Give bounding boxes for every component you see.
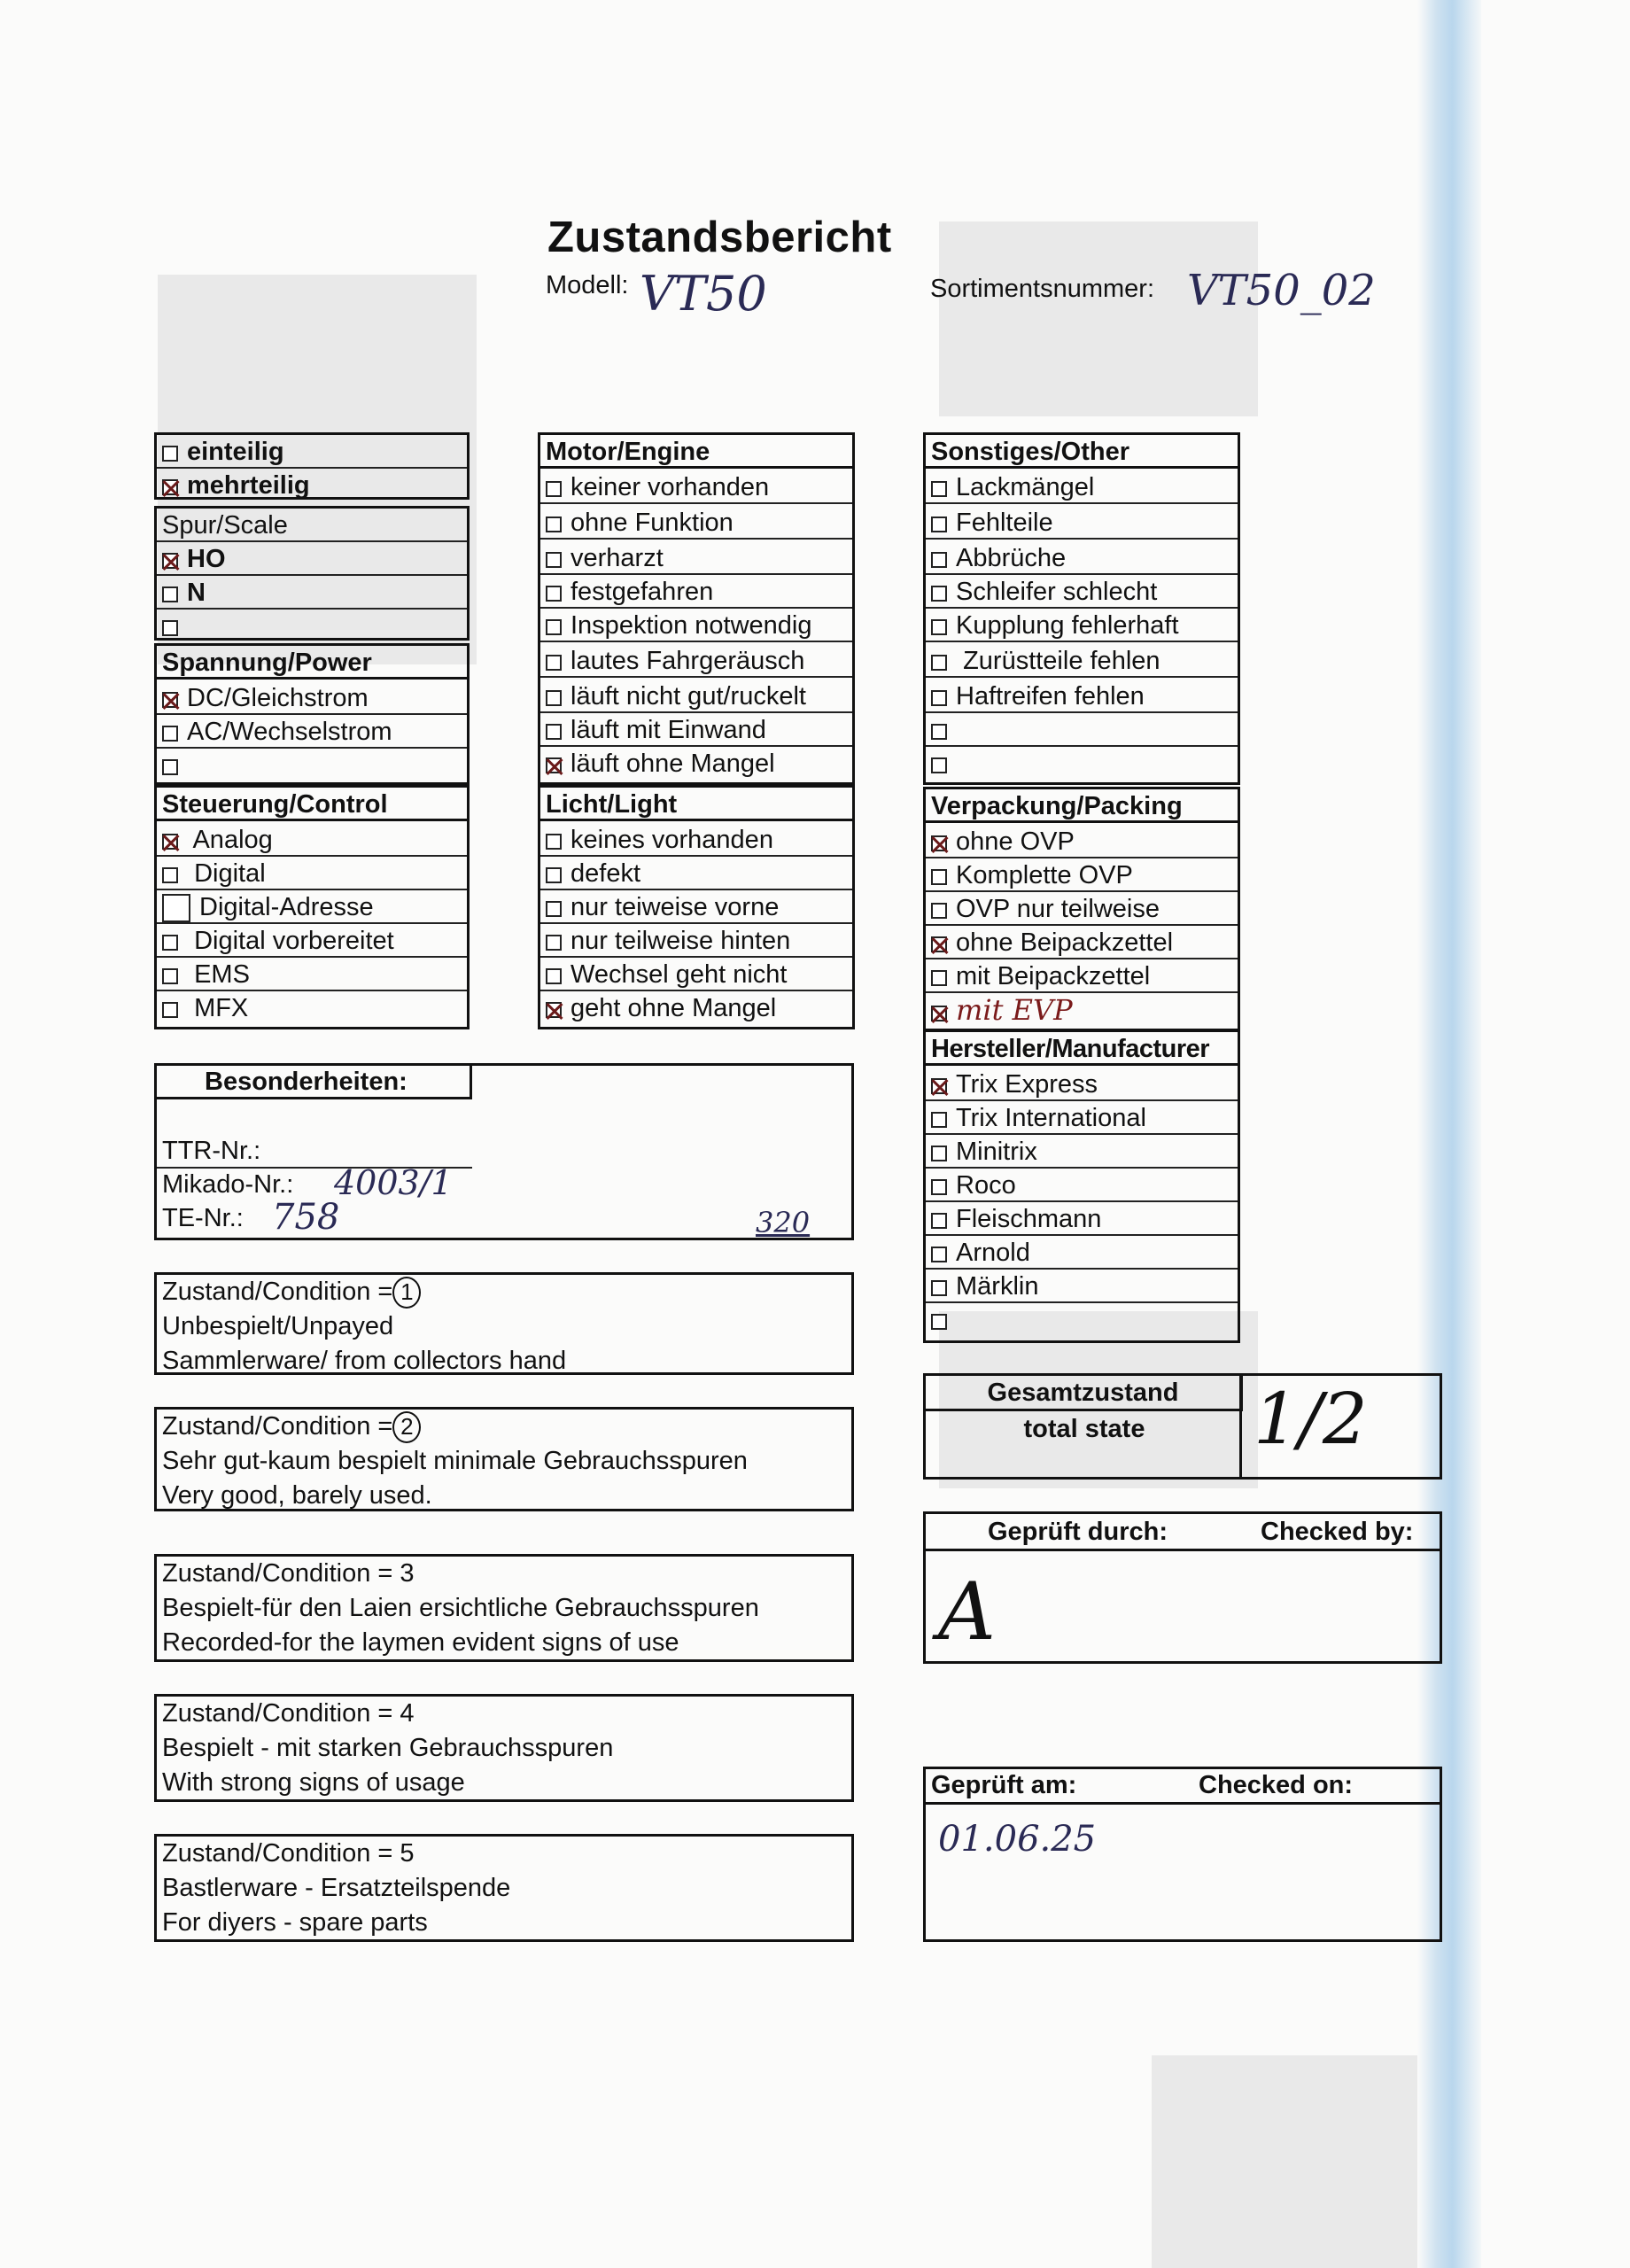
- section-header: Sonstiges/Other: [926, 435, 1238, 469]
- checkbox-row[interactable]: einteilig: [157, 435, 467, 469]
- section-header: Spur/Scale: [157, 509, 467, 542]
- checkbox-row[interactable]: keines vorhanden: [540, 823, 852, 857]
- checkbox-checked-icon[interactable]: [931, 1006, 947, 1021]
- checkbox-row[interactable]: HO: [157, 542, 467, 576]
- condition-2-box[interactable]: [154, 1407, 854, 1511]
- licht-box: [538, 785, 855, 1029]
- checkbox-icon[interactable]: [931, 619, 947, 635]
- checkbox-row[interactable]: Komplette OVP: [926, 858, 1238, 892]
- gesamt-label: Gesamtzustand: [926, 1376, 1243, 1411]
- checkbox-icon[interactable]: [931, 690, 947, 706]
- section-header: Spannung/Power: [157, 646, 467, 680]
- checked-by-label: Checked by:: [1261, 1518, 1414, 1546]
- header-row: [926, 1514, 1440, 1551]
- sonstiges-box: [923, 432, 1240, 785]
- checkbox-icon[interactable]: [931, 1179, 947, 1195]
- checkbox-row[interactable]: Digital: [157, 857, 467, 890]
- checkbox-icon[interactable]: [162, 759, 178, 775]
- condition-label: Zustand/Condition = 5: [162, 1839, 415, 1868]
- checked-on-label: Checked on:: [1199, 1771, 1354, 1799]
- checkbox-row[interactable]: defekt: [540, 857, 852, 890]
- geprueft-am-label: Geprüft am:: [931, 1771, 1077, 1799]
- teilig-box: [154, 432, 470, 500]
- checkbox-icon[interactable]: [931, 1314, 947, 1330]
- ttr-label: TTR-Nr.:: [162, 1137, 261, 1165]
- modell-value: VT50: [640, 266, 767, 322]
- checkbox-row[interactable]: verharzt: [540, 541, 852, 575]
- checkbox-row[interactable]: ohne OVP: [926, 825, 1238, 858]
- checkbox-icon[interactable]: [546, 586, 562, 602]
- section-header: Steuerung/Control: [157, 788, 467, 821]
- checkbox-row[interactable]: [157, 610, 467, 643]
- checkbox-row[interactable]: Zurüstteile fehlen: [926, 644, 1238, 678]
- checkbox-row[interactable]: Abbrüche: [926, 541, 1238, 575]
- checkbox-checked-icon[interactable]: [546, 1002, 562, 1018]
- section-header: Licht/Light: [540, 788, 852, 821]
- checkbox-row[interactable]: Kupplung fehlerhaft: [926, 609, 1238, 642]
- checkbox-icon[interactable]: [546, 834, 562, 850]
- checkbox-checked-icon[interactable]: [162, 553, 178, 569]
- checkbox-row[interactable]: [926, 1303, 1238, 1337]
- checkbox-icon[interactable]: [546, 517, 562, 532]
- checkbox-row[interactable]: Schleifer schlecht: [926, 575, 1238, 609]
- circled-number: 1: [392, 1277, 421, 1309]
- checkbox-checked-icon[interactable]: [931, 936, 947, 952]
- check-date[interactable]: 01.06.25: [938, 1819, 1097, 1860]
- condition-line: With strong signs of usage: [162, 1768, 465, 1797]
- checkbox-icon[interactable]: [931, 655, 947, 671]
- checkbox-row[interactable]: Fleischmann: [926, 1202, 1238, 1236]
- checkbox-row[interactable]: Analog: [157, 823, 467, 857]
- checkbox-checked-icon[interactable]: [931, 835, 947, 851]
- section-header: Verpackung/Packing: [926, 789, 1238, 823]
- checkbox-row[interactable]: [926, 747, 1238, 781]
- circled-number: 2: [392, 1411, 421, 1443]
- checkbox-row[interactable]: läuft ohne Mangel: [540, 747, 852, 781]
- bleed-through-ghost: [1152, 2055, 1417, 2268]
- condition-line: Sehr gut-kaum bespielt minimale Gebrauchsspuren: [162, 1447, 748, 1475]
- condition-line: For diyers - spare parts: [162, 1908, 428, 1937]
- besonderheiten-note: 320: [756, 1206, 811, 1239]
- checkbox-icon[interactable]: [546, 481, 562, 497]
- checkbox-icon[interactable]: [162, 894, 190, 922]
- checkbox-row[interactable]: ohne Beipackzettel: [926, 926, 1238, 959]
- checkbox-icon[interactable]: [546, 619, 562, 635]
- condition-line: Bespielt-für den Laien ersichtliche Gebrauchsspuren: [162, 1594, 759, 1622]
- te-value[interactable]: 758: [272, 1197, 340, 1238]
- condition-label: Zustand/Condition = 4: [162, 1699, 415, 1728]
- checkbox-icon[interactable]: [162, 935, 178, 951]
- divider: [1239, 1376, 1242, 1477]
- checkbox-row[interactable]: festgefahren: [540, 575, 852, 609]
- besonderheiten-box: [154, 1063, 854, 1240]
- checkbox-row[interactable]: Wechsel geht nicht: [540, 958, 852, 991]
- checkbox-row[interactable]: lautes Fahrgeräusch: [540, 644, 852, 678]
- geprueft-durch-label: Geprüft durch:: [988, 1518, 1168, 1546]
- checkbox-icon[interactable]: [931, 970, 947, 986]
- checkbox-icon[interactable]: [931, 757, 947, 773]
- checkbox-row[interactable]: Digital vorbereitet: [157, 924, 467, 958]
- checkbox-row[interactable]: [157, 749, 467, 782]
- checkbox-row[interactable]: Märklin: [926, 1270, 1238, 1303]
- spur-box: [154, 506, 470, 641]
- checkbox-icon[interactable]: [546, 724, 562, 740]
- section-header: Besonderheiten:: [157, 1066, 472, 1099]
- checkbox-row[interactable]: läuft nicht gut/ruckelt: [540, 680, 852, 713]
- checkbox-icon[interactable]: [931, 1213, 947, 1229]
- motor-box: [538, 432, 855, 785]
- checkbox-icon[interactable]: [546, 867, 562, 883]
- checkbox-icon[interactable]: [162, 620, 178, 636]
- signature[interactable]: A: [938, 1565, 996, 1658]
- condition-line: Very good, barely used.: [162, 1481, 432, 1510]
- checkbox-row[interactable]: Trix International: [926, 1101, 1238, 1135]
- condition-line: Bastlerware - Ersatzteilspende: [162, 1874, 511, 1902]
- condition-3-box[interactable]: [154, 1554, 854, 1662]
- checkbox-row[interactable]: nur teilweise hinten: [540, 924, 852, 958]
- condition-5-box[interactable]: [154, 1834, 854, 1942]
- geprueft-am-box: [923, 1767, 1442, 1942]
- checkbox-row[interactable]: [926, 713, 1238, 747]
- checkbox-icon[interactable]: [931, 869, 947, 885]
- section-header: Hersteller/Manufacturer: [926, 1032, 1238, 1066]
- checkbox-icon[interactable]: [931, 481, 947, 497]
- checkbox-row[interactable]: nur teiweise vorne: [540, 890, 852, 924]
- total-state-label: total state: [1023, 1415, 1145, 1443]
- checkbox-icon[interactable]: [931, 1146, 947, 1161]
- checkbox-row[interactable]: Fehlteile: [926, 506, 1238, 540]
- bleed-through-ghost: [939, 221, 1258, 416]
- checkbox-checked-icon[interactable]: [162, 479, 178, 495]
- condition-label: Zustand/Condition = 3: [162, 1559, 415, 1588]
- checkbox-row[interactable]: mit Beipackzettel: [926, 959, 1238, 993]
- checkbox-row[interactable]: läuft mit Einwand: [540, 713, 852, 747]
- spannung-box: [154, 643, 470, 785]
- checkbox-row[interactable]: N: [157, 576, 467, 610]
- checkbox-icon[interactable]: [931, 552, 947, 568]
- checkbox-icon[interactable]: [546, 968, 562, 984]
- checkbox-row[interactable]: AC/Wechselstrom: [157, 715, 467, 749]
- checkbox-icon[interactable]: [546, 655, 562, 671]
- checkbox-icon[interactable]: [162, 726, 178, 742]
- checkbox-checked-icon[interactable]: [162, 834, 178, 850]
- mikado-label: Mikado-Nr.:: [162, 1170, 294, 1199]
- condition-line: Sammlerware/ from collectors hand: [162, 1347, 567, 1375]
- checkbox-icon[interactable]: [162, 586, 178, 602]
- hersteller-box: [923, 1029, 1240, 1343]
- geprueft-durch-box: [923, 1511, 1442, 1664]
- checkbox-icon[interactable]: [931, 517, 947, 532]
- steuerung-box: [154, 785, 470, 1029]
- modell-label: Modell:: [546, 271, 629, 299]
- checkbox-checked-icon[interactable]: [162, 692, 178, 708]
- checkbox-row[interactable]: Inspektion notwendig: [540, 609, 852, 642]
- condition-label: Zustand/Condition = 1: [157, 1275, 851, 1309]
- checkbox-checked-icon[interactable]: [546, 757, 562, 773]
- checkbox-row[interactable]: Arnold: [926, 1236, 1238, 1270]
- gesamtzustand-box: [923, 1373, 1442, 1480]
- checkbox-row[interactable]: geht ohne Mangel: [540, 991, 852, 1025]
- condition-1-box[interactable]: [154, 1272, 854, 1375]
- checkbox-row[interactable]: MFX: [157, 991, 467, 1025]
- te-label: TE-Nr.:: [162, 1204, 244, 1232]
- verpackung-box: [923, 787, 1240, 1031]
- checkbox-row[interactable]: Haftreifen fehlen: [926, 680, 1238, 713]
- page-title: Zustandsbericht: [547, 214, 892, 261]
- checkbox-row[interactable]: keiner vorhanden: [540, 470, 852, 504]
- checkbox-icon[interactable]: [931, 724, 947, 740]
- checkbox-row[interactable]: DC/Gleichstrom: [157, 681, 467, 715]
- checkbox-icon[interactable]: [546, 690, 562, 706]
- sortiment-label: Sortimentsnummer:: [930, 275, 1155, 303]
- checkbox-row[interactable]: ohne Funktion: [540, 506, 852, 540]
- checkbox-row[interactable]: OVP nur teilweise: [926, 892, 1238, 926]
- checkbox-icon[interactable]: [931, 586, 947, 602]
- checkbox-row[interactable]: EMS: [157, 958, 467, 991]
- checkbox-icon[interactable]: [162, 446, 178, 462]
- header-row: [926, 1769, 1440, 1805]
- checkbox-row[interactable]: Digital-Adresse: [157, 890, 467, 924]
- mikado-value[interactable]: 4003/1: [334, 1163, 453, 1202]
- gesamt-value[interactable]: 1/2: [1254, 1378, 1368, 1460]
- condition-4-box[interactable]: [154, 1694, 854, 1802]
- checkbox-icon[interactable]: [931, 1280, 947, 1296]
- condition-label: Zustand/Condition = 2: [157, 1410, 851, 1444]
- checkbox-icon[interactable]: [162, 968, 178, 984]
- checkbox-icon[interactable]: [931, 1112, 947, 1128]
- checkbox-row[interactable]: mit EVP: [926, 993, 1238, 1027]
- checkbox-checked-icon[interactable]: [931, 1078, 947, 1094]
- checkbox-icon[interactable]: [162, 867, 178, 883]
- checkbox-icon[interactable]: [931, 1247, 947, 1262]
- condition-line: Recorded-for the laymen evident signs of use: [162, 1628, 679, 1657]
- checkbox-icon[interactable]: [546, 935, 562, 951]
- checkbox-icon[interactable]: [546, 901, 562, 917]
- checkbox-row[interactable]: Minitrix: [926, 1135, 1238, 1169]
- checkbox-row[interactable]: Roco: [926, 1169, 1238, 1202]
- checkbox-row[interactable]: Lackmängel: [926, 470, 1238, 504]
- checkbox-icon[interactable]: [546, 552, 562, 568]
- condition-line: Unbespielt/Unpayed: [162, 1312, 394, 1340]
- sortiment-value: VT50_02: [1187, 266, 1376, 315]
- checkbox-icon[interactable]: [162, 1002, 178, 1018]
- checkbox-icon[interactable]: [931, 903, 947, 919]
- checkbox-row[interactable]: mehrteilig: [157, 469, 467, 502]
- checkbox-row[interactable]: Trix Express: [926, 1068, 1238, 1101]
- section-header: Motor/Engine: [540, 435, 852, 469]
- condition-line: Bespielt - mit starken Gebrauchsspuren: [162, 1734, 614, 1762]
